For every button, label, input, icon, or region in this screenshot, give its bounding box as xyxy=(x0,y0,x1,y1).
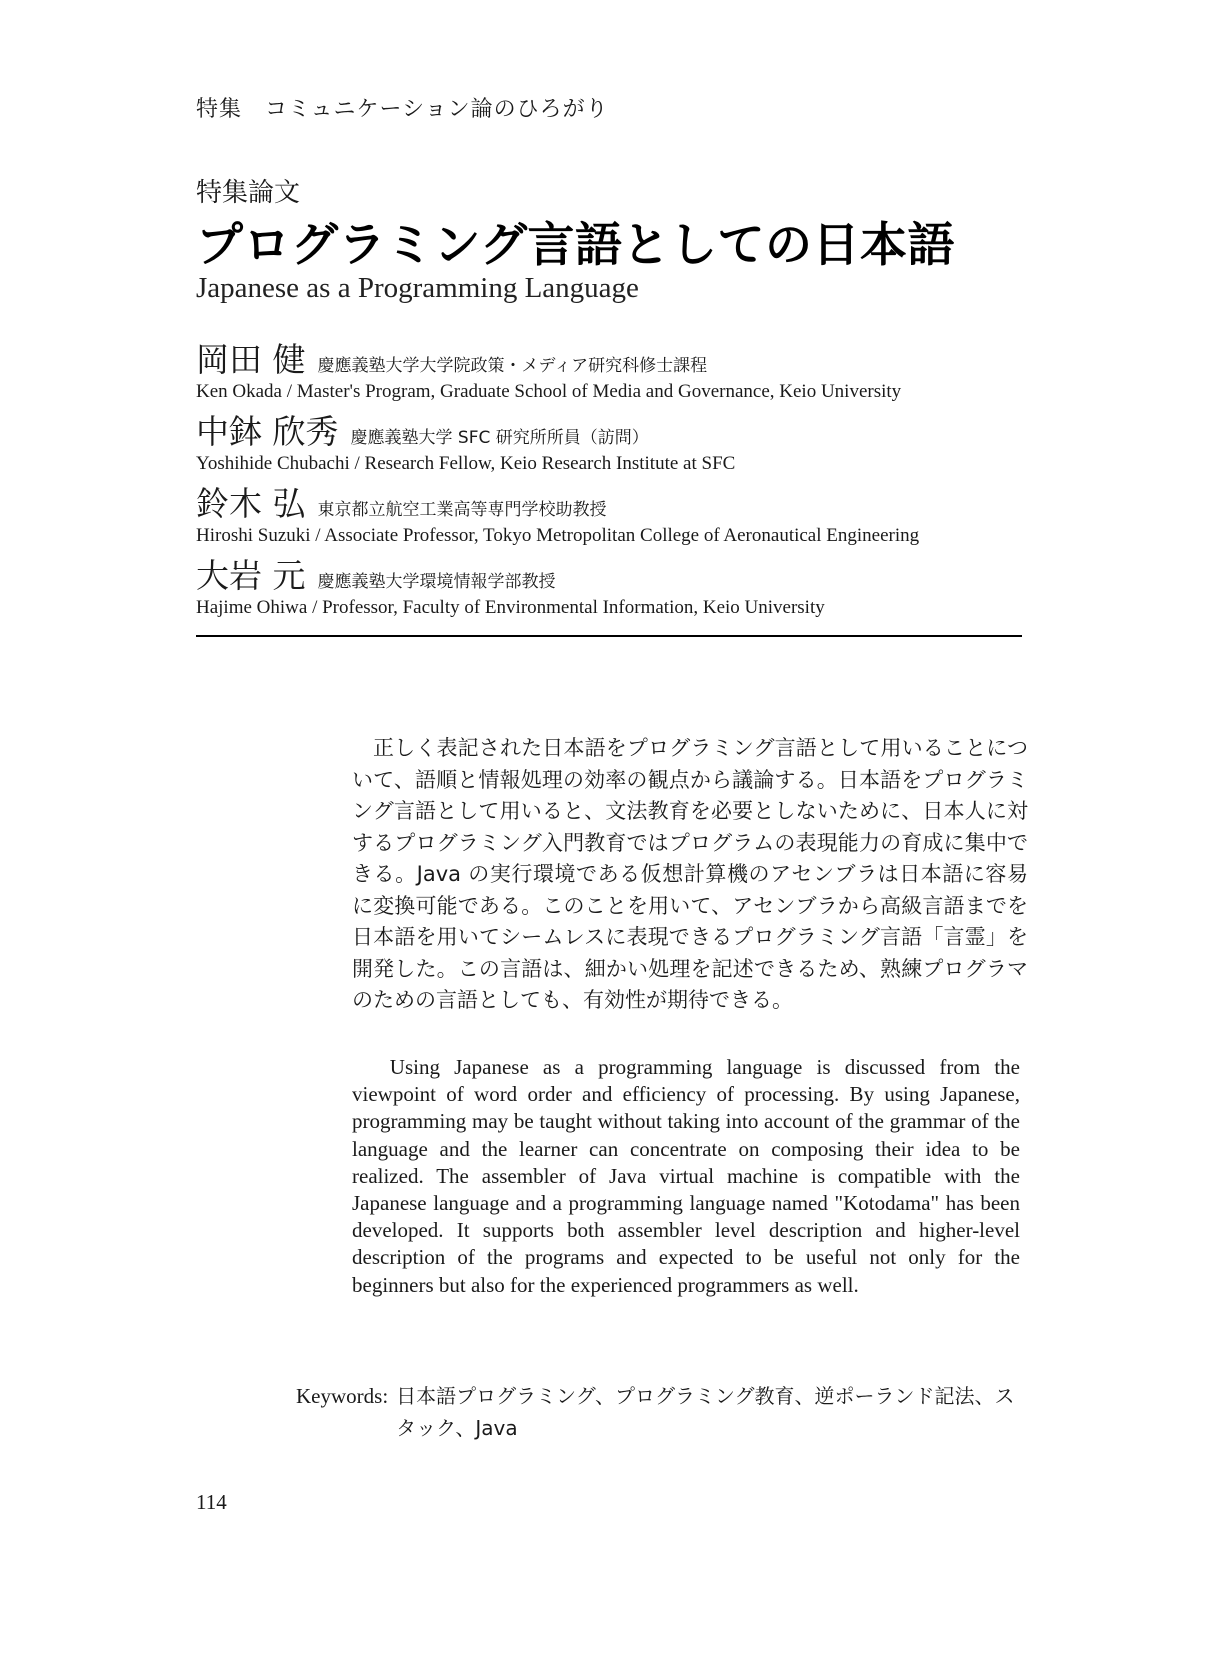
page-number: 114 xyxy=(196,1490,227,1514)
author-line-en: Yoshihide Chubachi / Research Fellow, Keio Research Institute at SFC xyxy=(196,453,736,474)
author-block xyxy=(196,478,919,547)
author-line-en: Ken Okada / Master's Program, Graduate School of Media and Governance, Keio University xyxy=(196,381,902,402)
abstract-english: Using Japanese as a programming language is discussed from the viewpoint of word order and efficiency of processing. By using Japanese, programming may be taught without taking into account of the grammar of the language and the learner can concentrate on composing their idea to be realized. The assembler of Java virtual machine is compatible with the Japanese language and a programming language named "Kotodama" has been developed. It supports both assembler level description and higher-level description of the programs and expected to be useful not only for the beginners but also for the experienced programmers as well. xyxy=(352,1055,1020,1297)
author-affiliation-ja: 慶應義塾大学環境情報学部教授 xyxy=(317,572,556,592)
author-block xyxy=(196,406,735,475)
author-block xyxy=(196,334,901,403)
title-english: Japanese as a Programming Language xyxy=(196,272,639,304)
author-name-ja: 中鉢 欣秀 xyxy=(196,412,339,451)
author-block xyxy=(196,550,825,619)
keywords-values: 日本語プログラミング、プログラミング教育、逆ポーランド記法、スタック、Java xyxy=(396,1384,1015,1440)
author-affiliation-ja: 慶應義塾大学大学院政策・メディア研究科修士課程 xyxy=(317,356,708,376)
author-name-ja: 岡田 健 xyxy=(196,340,306,379)
title-japanese: プログラミング言語としての日本語 xyxy=(196,218,956,273)
header-divider xyxy=(196,635,1022,637)
author-name-ja: 大岩 元 xyxy=(196,556,306,595)
author-name-ja: 鈴木 弘 xyxy=(196,484,306,523)
author-affiliation-ja: 東京都立航空工業高等専門学校助教授 xyxy=(317,500,607,520)
keywords-label: Keywords: xyxy=(296,1384,389,1408)
abstract-japanese: 正しく表記された日本語をプログラミング言語として用いることについて、語順と情報処理の効率の観点から議論する。日本語をプログラミング言語として用いると、文法教育を必要としないために、日本人に対するプログラミング入門教育ではプログラムの表現能力の育成に集中できる。Java の実行環境である仮想計算機のアセンブラは日本語に容易に変換可能である。このことを用いて、アセンブラから高級言語までを日本語を用いてシームレスに表現できるプログラミング言語「言霊」を開発した。この言語は、細かい処理を記述できるため、熟練プログラマのための言語としても、有効性が期待できる。 xyxy=(352,736,1028,1012)
keywords-section xyxy=(296,1380,1026,1444)
author-line-en: Hiroshi Suzuki / Associate Professor, Tokyo Metropolitan College of Aeronautical Engineering xyxy=(196,525,920,546)
author-line-en: Hajime Ohiwa / Professor, Faculty of Environmental Information, Keio University xyxy=(196,597,825,618)
series-header: 特集 コミュニケーション論のひろがり xyxy=(196,97,609,122)
article-type-label: 特集論文 xyxy=(196,178,301,208)
author-affiliation-ja: 慶應義塾大学 SFC 研究所所員（訪問） xyxy=(350,428,649,448)
